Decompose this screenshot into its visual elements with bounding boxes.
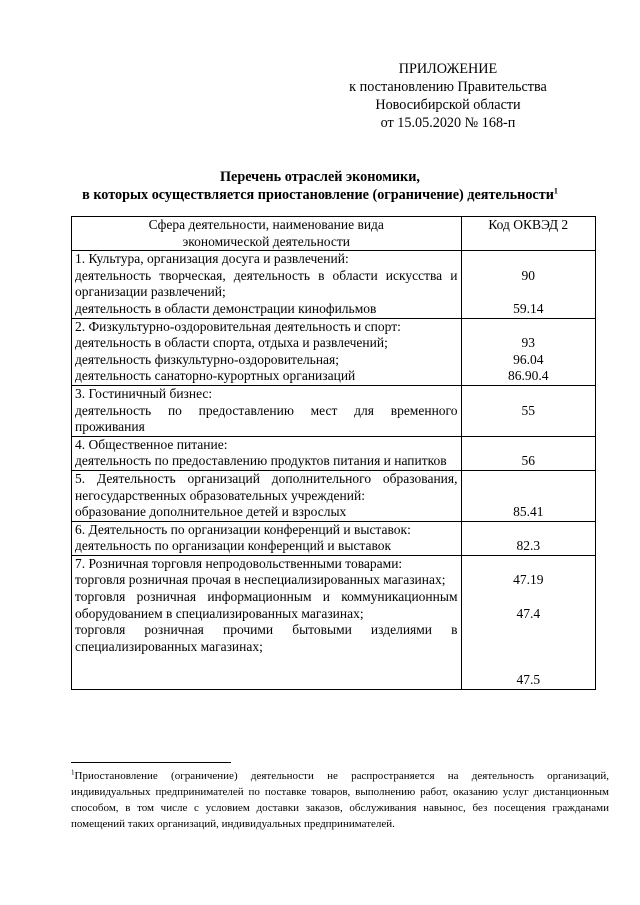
code-cell — [461, 555, 596, 689]
activity-item: образование дополнительное детей и взрослых — [75, 504, 347, 520]
activity-cell — [72, 470, 462, 521]
activity-item: торговля розничная прочими бытовыми изделиями в специализированных магазинах; — [75, 622, 458, 654]
footnote-text: Приостановление (ограничение) деятельности не распространяется на деятельность организаций, индивидуальных предпринимателей по поставке товаров, выполнению работ, оказанию услуг дистанционным способом, в том числе с условием доставки заказов, обслуживания навынос, без посещения гражданами помещений таких организаций, индивидуальных предпринимателей. — [71, 770, 609, 830]
table-row — [72, 555, 596, 689]
table-row — [72, 385, 596, 436]
activity-item: торговля розничная прочая в неспециализированных магазинах; — [75, 572, 446, 588]
activity-item: деятельность санаторно-курортных организаций — [75, 368, 356, 384]
appendix-block — [318, 60, 578, 132]
header-activity-cell — [72, 217, 462, 251]
okved-code: 96.04 — [513, 351, 544, 367]
okved-code: 47.19 — [513, 572, 544, 588]
code-cell — [461, 470, 596, 521]
activity-cell — [72, 385, 462, 436]
okved-code: 90 — [521, 267, 535, 283]
activity-item: торговля розничная информационным и коммуникационным оборудованием в специализированных магазинах; — [75, 589, 458, 621]
activity-cell — [72, 318, 462, 385]
activity-item: деятельность физкультурно-оздоровительная; — [75, 351, 340, 367]
table-row — [72, 470, 596, 521]
section-heading: 1. Культура, организация досуга и развлечений: — [75, 251, 349, 267]
table-row — [72, 436, 596, 470]
table-row — [72, 251, 596, 318]
section-heading: 2. Физкультурно-оздоровительная деятельность и спорт: — [75, 318, 401, 334]
header-activity-line-1: Сфера деятельности, наименование вида — [148, 217, 384, 232]
title-line-1: Перечень отраслей экономики, — [220, 169, 420, 185]
okved-code: 47.5 — [516, 672, 541, 688]
section-heading: 3. Гостиничный бизнес: — [75, 385, 213, 401]
table-row — [72, 521, 596, 555]
appendix-region-line: Новосибирской области — [375, 97, 521, 113]
okved-code: 82.3 — [516, 538, 541, 554]
section-heading: 6. Деятельность по организации конференций и выставок: — [75, 521, 411, 537]
code-cell — [461, 385, 596, 436]
section-heading: 5. Деятельность организаций дополнительного образования, негосударственных образовательных учреждений: — [75, 470, 458, 503]
okved-code: 93 — [521, 335, 535, 351]
footnote — [71, 768, 609, 832]
table-header-row — [72, 217, 596, 251]
header-code-cell: Код ОКВЭД 2 — [461, 217, 596, 251]
activity-cell — [72, 436, 462, 470]
header-activity-line-2: экономической деятельности — [182, 233, 351, 249]
footnote-separator — [71, 762, 231, 763]
activity-item: деятельность по предоставлению продуктов питания и напитков — [75, 453, 447, 469]
activity-item: деятельность по предоставлению мест для временного проживания — [75, 402, 458, 435]
code-cell — [461, 251, 596, 318]
okved-code: 59.14 — [513, 300, 544, 316]
okved-code: 47.4 — [516, 605, 541, 621]
okved-code: 56 — [521, 453, 535, 469]
activity-item: деятельность по организации конференций и выставок — [75, 538, 392, 554]
appendix-decree-line: к постановлению Правительства — [349, 79, 547, 95]
document-title — [40, 168, 600, 204]
code-cell — [461, 318, 596, 385]
appendix-heading: ПРИЛОЖЕНИЕ — [398, 61, 498, 77]
footnote-mark: 1 — [71, 768, 75, 777]
okved-code: 86.90.4 — [508, 368, 549, 384]
okved-code: 55 — [521, 402, 535, 418]
code-cell — [461, 436, 596, 470]
code-cell — [461, 521, 596, 555]
section-heading: 7. Розничная торговля непродовольственными товарами: — [75, 555, 403, 571]
title-line-2 — [40, 186, 600, 204]
title-footnote-mark: 1 — [553, 186, 558, 196]
activity-cell — [72, 251, 462, 318]
activity-item: деятельность творческая, деятельность в области искусства и организации развлечений; — [75, 267, 458, 300]
section-heading: 4. Общественное питание: — [75, 436, 228, 452]
activity-item: деятельность в области демонстрации кинофильмов — [75, 300, 377, 316]
title-line-2-text: в которых осуществляется приостановление (ограничение) деятельности — [82, 187, 554, 203]
okved-code: 85.41 — [513, 504, 544, 520]
activity-item: деятельность в области спорта, отдыха и развлечений; — [75, 335, 388, 351]
table-row — [72, 318, 596, 385]
activity-cell — [72, 555, 462, 689]
activity-cell — [72, 521, 462, 555]
appendix-date-line: от 15.05.2020 № 168-п — [380, 115, 516, 131]
economy-sectors-table — [71, 216, 596, 690]
